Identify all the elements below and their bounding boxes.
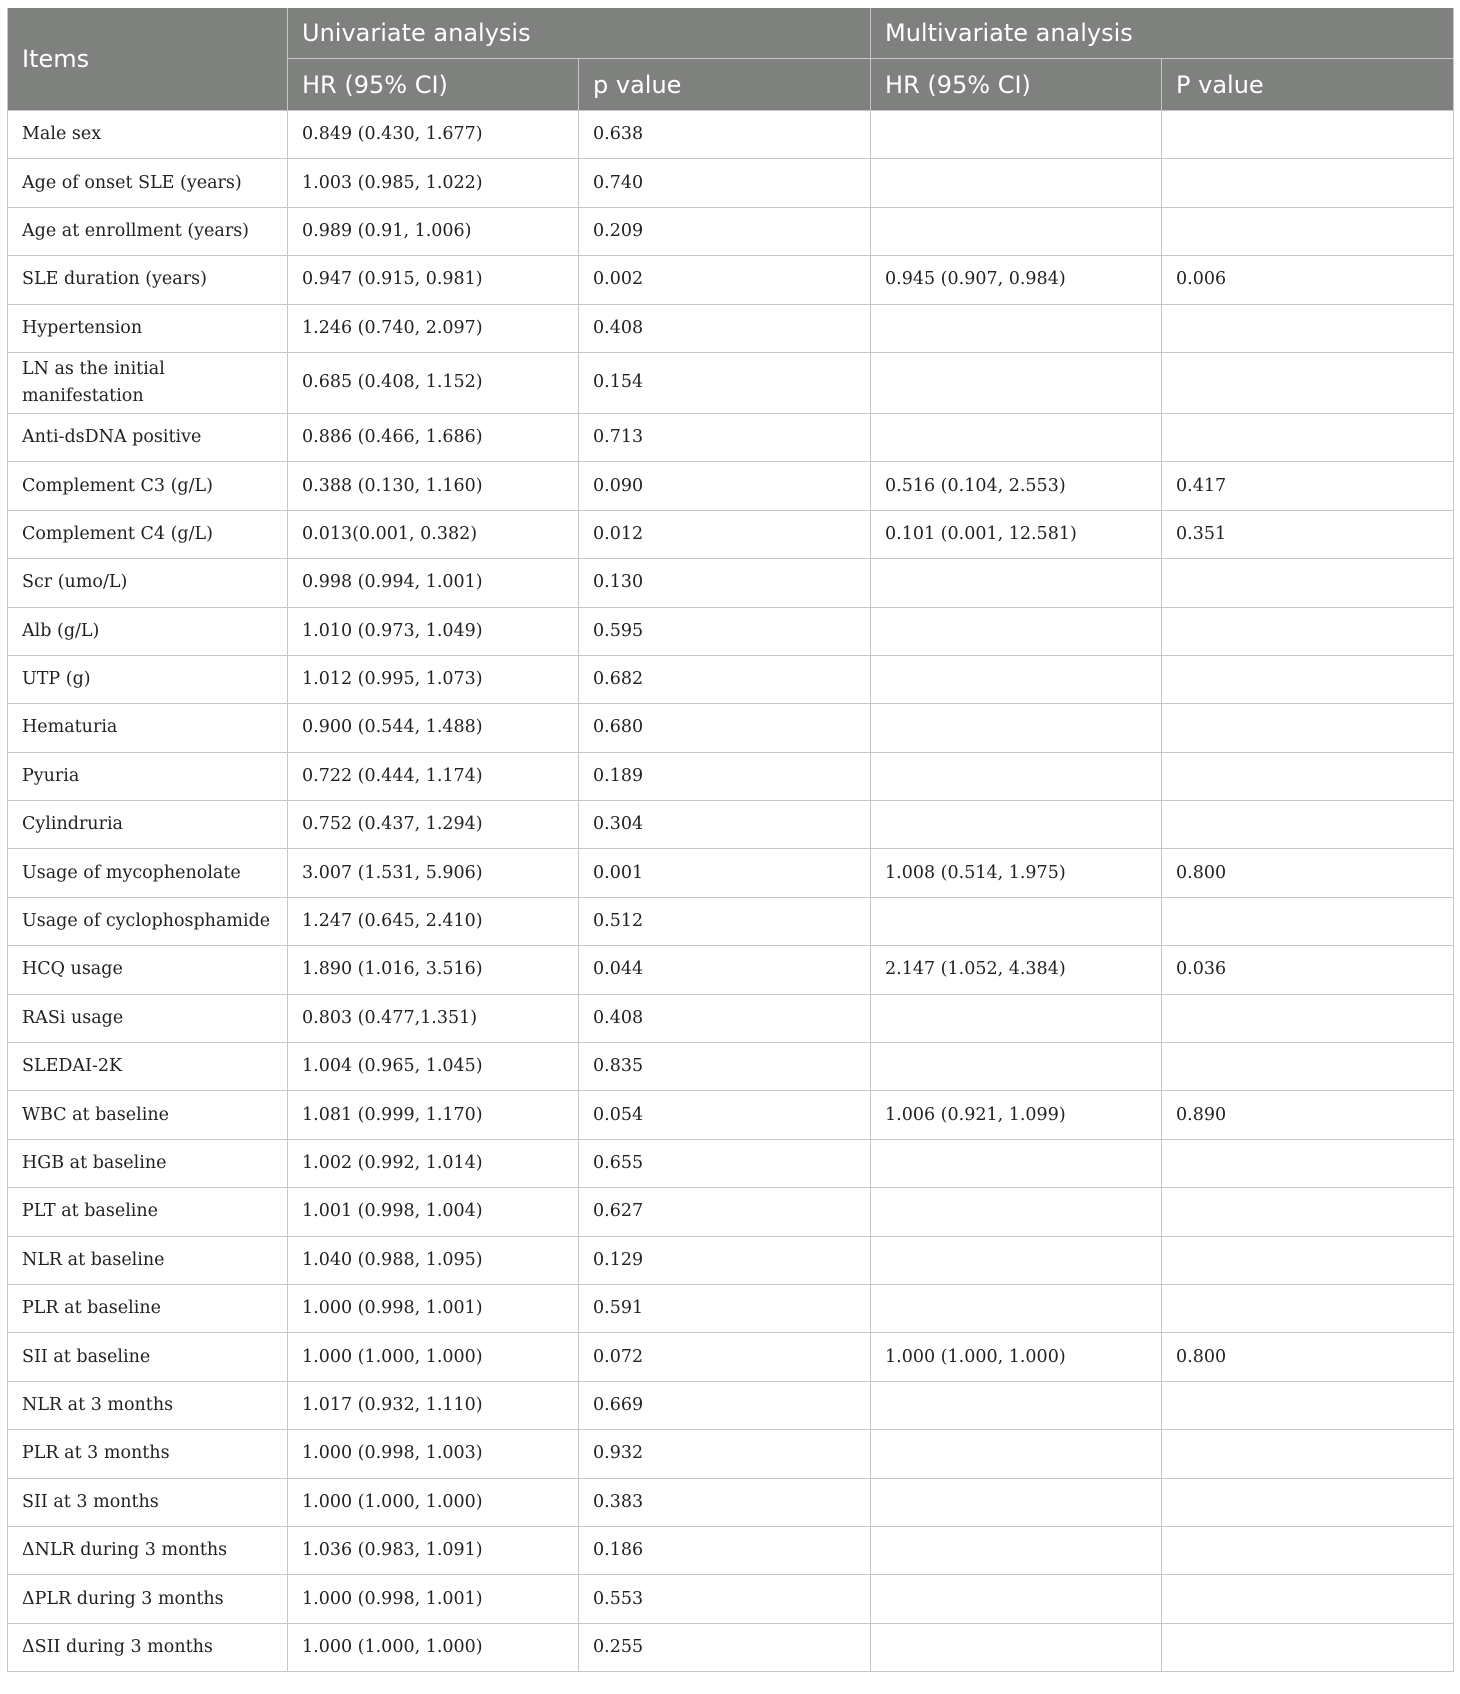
cell-item: LN as the initial manifestation — [8, 352, 288, 413]
cell-multi-p — [1162, 1575, 1454, 1623]
header-items: Items — [8, 8, 288, 111]
cell-uni-hr: 3.007 (1.531, 5.906) — [288, 849, 579, 897]
cell-uni-hr: 1.036 (0.983, 1.091) — [288, 1526, 579, 1574]
cell-multi-hr — [871, 1381, 1162, 1429]
cell-multi-p — [1162, 1430, 1454, 1478]
cell-uni-p: 0.209 — [579, 207, 871, 255]
cell-item: NLR at baseline — [8, 1236, 288, 1284]
cell-multi-p: 0.800 — [1162, 849, 1454, 897]
cell-multi-hr — [871, 413, 1162, 461]
table-row — [8, 111, 1454, 159]
cell-uni-hr: 0.886 (0.466, 1.686) — [288, 413, 579, 461]
cell-uni-p: 0.408 — [579, 994, 871, 1042]
cell-uni-p: 0.669 — [579, 1381, 871, 1429]
cell-uni-hr: 0.849 (0.430, 1.677) — [288, 111, 579, 159]
cell-multi-hr: 0.101 (0.001, 12.581) — [871, 510, 1162, 558]
cell-item: PLT at baseline — [8, 1188, 288, 1236]
cell-multi-p — [1162, 1381, 1454, 1429]
cell-uni-hr: 1.000 (0.998, 1.001) — [288, 1284, 579, 1332]
cell-multi-p — [1162, 1623, 1454, 1671]
cell-item: Complement C4 (g/L) — [8, 510, 288, 558]
cell-uni-p: 0.002 — [579, 256, 871, 304]
cell-item: PLR at 3 months — [8, 1430, 288, 1478]
table-row — [8, 1284, 1454, 1332]
header-uni-hr: HR (95% CI) — [288, 59, 579, 111]
table-row — [8, 897, 1454, 945]
cell-item: NLR at 3 months — [8, 1381, 288, 1429]
cell-multi-p — [1162, 1526, 1454, 1574]
cell-item: WBC at baseline — [8, 1091, 288, 1139]
cell-uni-p: 0.595 — [579, 607, 871, 655]
cell-uni-p: 0.512 — [579, 897, 871, 945]
cell-multi-hr: 1.006 (0.921, 1.099) — [871, 1091, 1162, 1139]
cell-uni-hr: 1.000 (0.998, 1.003) — [288, 1430, 579, 1478]
cell-uni-hr: 0.013(0.001, 0.382) — [288, 510, 579, 558]
table-header — [8, 8, 1454, 111]
cell-uni-hr: 1.017 (0.932, 1.110) — [288, 1381, 579, 1429]
cell-multi-hr — [871, 1139, 1162, 1187]
cell-multi-hr — [871, 655, 1162, 703]
table-row — [8, 1381, 1454, 1429]
cell-uni-hr: 0.752 (0.437, 1.294) — [288, 801, 579, 849]
cell-uni-hr: 1.040 (0.988, 1.095) — [288, 1236, 579, 1284]
cell-multi-hr — [871, 1188, 1162, 1236]
cell-uni-p: 0.383 — [579, 1478, 871, 1526]
cell-multi-hr: 1.008 (0.514, 1.975) — [871, 849, 1162, 897]
cell-item: HCQ usage — [8, 946, 288, 994]
cell-item: ΔPLR during 3 months — [8, 1575, 288, 1623]
cell-multi-hr — [871, 752, 1162, 800]
cell-item: ΔSII during 3 months — [8, 1623, 288, 1671]
cell-multi-p — [1162, 752, 1454, 800]
cell-uni-hr: 1.081 (0.999, 1.170) — [288, 1091, 579, 1139]
cell-multi-hr — [871, 304, 1162, 352]
table-row — [8, 1043, 1454, 1091]
cell-uni-p: 0.591 — [579, 1284, 871, 1332]
cell-uni-hr: 1.890 (1.016, 3.516) — [288, 946, 579, 994]
cell-multi-hr — [871, 111, 1162, 159]
cell-item: SLEDAI-2K — [8, 1043, 288, 1091]
cell-uni-p: 0.304 — [579, 801, 871, 849]
cell-multi-p: 0.890 — [1162, 1091, 1454, 1139]
cell-uni-p: 0.713 — [579, 413, 871, 461]
cell-multi-hr — [871, 1284, 1162, 1332]
table-row — [8, 1091, 1454, 1139]
cell-multi-p — [1162, 413, 1454, 461]
cell-multi-p — [1162, 704, 1454, 752]
cell-multi-hr: 0.516 (0.104, 2.553) — [871, 462, 1162, 510]
cell-item: PLR at baseline — [8, 1284, 288, 1332]
table-row — [8, 352, 1454, 413]
table-row — [8, 462, 1454, 510]
table-row — [8, 1139, 1454, 1187]
table-row — [8, 510, 1454, 558]
table-row — [8, 1526, 1454, 1574]
cell-uni-hr: 1.004 (0.965, 1.045) — [288, 1043, 579, 1091]
cell-multi-hr — [871, 801, 1162, 849]
cell-uni-p: 0.932 — [579, 1430, 871, 1478]
cell-item: RASi usage — [8, 994, 288, 1042]
cell-multi-p — [1162, 897, 1454, 945]
cell-multi-hr — [871, 352, 1162, 413]
table-row — [8, 801, 1454, 849]
cell-multi-hr — [871, 994, 1162, 1042]
cell-uni-hr: 1.003 (0.985, 1.022) — [288, 159, 579, 207]
cell-uni-p: 0.012 — [579, 510, 871, 558]
cell-uni-hr: 1.000 (1.000, 1.000) — [288, 1333, 579, 1381]
cell-uni-p: 0.186 — [579, 1526, 871, 1574]
cell-multi-p: 0.417 — [1162, 462, 1454, 510]
table-row — [8, 655, 1454, 703]
cell-item: Alb (g/L) — [8, 607, 288, 655]
cell-uni-hr: 0.685 (0.408, 1.152) — [288, 352, 579, 413]
table-row — [8, 1623, 1454, 1671]
cell-multi-p — [1162, 655, 1454, 703]
cell-multi-p — [1162, 1478, 1454, 1526]
cell-multi-hr — [871, 1575, 1162, 1623]
cox-regression-table — [7, 8, 1454, 1672]
cell-uni-p: 0.090 — [579, 462, 871, 510]
cell-uni-p: 0.835 — [579, 1043, 871, 1091]
cell-item: SII at baseline — [8, 1333, 288, 1381]
cell-uni-p: 0.655 — [579, 1139, 871, 1187]
cell-uni-hr: 1.001 (0.998, 1.004) — [288, 1188, 579, 1236]
cell-multi-hr — [871, 1043, 1162, 1091]
cell-uni-hr: 1.246 (0.740, 2.097) — [288, 304, 579, 352]
cell-multi-p — [1162, 352, 1454, 413]
cell-item: Pyuria — [8, 752, 288, 800]
cell-item: Male sex — [8, 111, 288, 159]
header-uni-p: p value — [579, 59, 871, 111]
cell-multi-hr — [871, 704, 1162, 752]
cell-multi-hr — [871, 1623, 1162, 1671]
cell-multi-hr: 0.945 (0.907, 0.984) — [871, 256, 1162, 304]
header-multivariate: Multivariate analysis — [871, 8, 1454, 59]
cell-multi-p — [1162, 1139, 1454, 1187]
cell-multi-p: 0.006 — [1162, 256, 1454, 304]
cell-uni-hr: 0.998 (0.994, 1.001) — [288, 559, 579, 607]
cell-uni-hr: 1.000 (1.000, 1.000) — [288, 1623, 579, 1671]
cell-uni-hr: 1.002 (0.992, 1.014) — [288, 1139, 579, 1187]
cell-uni-p: 0.130 — [579, 559, 871, 607]
cell-item: Usage of cyclophosphamide — [8, 897, 288, 945]
cell-uni-p: 0.044 — [579, 946, 871, 994]
table-row — [8, 304, 1454, 352]
cell-uni-p: 0.255 — [579, 1623, 871, 1671]
table-row — [8, 946, 1454, 994]
table-row — [8, 849, 1454, 897]
cell-multi-p — [1162, 1284, 1454, 1332]
table-row — [8, 1575, 1454, 1623]
cell-multi-p — [1162, 304, 1454, 352]
table-row — [8, 1478, 1454, 1526]
cell-multi-p — [1162, 1188, 1454, 1236]
cell-multi-hr: 2.147 (1.052, 4.384) — [871, 946, 1162, 994]
table-body — [8, 111, 1454, 1672]
results-table-container — [7, 8, 1453, 1672]
cell-multi-p — [1162, 607, 1454, 655]
cell-uni-hr: 0.989 (0.91, 1.006) — [288, 207, 579, 255]
cell-multi-p — [1162, 159, 1454, 207]
table-row — [8, 207, 1454, 255]
cell-uni-p: 0.154 — [579, 352, 871, 413]
cell-uni-p: 0.001 — [579, 849, 871, 897]
cell-item: Hematuria — [8, 704, 288, 752]
cell-multi-p — [1162, 801, 1454, 849]
cell-item: Cylindruria — [8, 801, 288, 849]
cell-item: Hypertension — [8, 304, 288, 352]
cell-item: Scr (umo/L) — [8, 559, 288, 607]
cell-multi-hr — [871, 1478, 1162, 1526]
table-row — [8, 704, 1454, 752]
cell-uni-hr: 1.010 (0.973, 1.049) — [288, 607, 579, 655]
cell-item: Anti-dsDNA positive — [8, 413, 288, 461]
cell-uni-hr: 1.012 (0.995, 1.073) — [288, 655, 579, 703]
table-row — [8, 159, 1454, 207]
cell-multi-p: 0.351 — [1162, 510, 1454, 558]
header-multi-p: P value — [1162, 59, 1454, 111]
cell-uni-hr: 0.722 (0.444, 1.174) — [288, 752, 579, 800]
cell-multi-p — [1162, 207, 1454, 255]
table-row — [8, 1333, 1454, 1381]
cell-item: SLE duration (years) — [8, 256, 288, 304]
cell-multi-hr — [871, 1526, 1162, 1574]
cell-item: ΔNLR during 3 months — [8, 1526, 288, 1574]
cell-multi-p — [1162, 111, 1454, 159]
cell-uni-hr: 1.000 (1.000, 1.000) — [288, 1478, 579, 1526]
header-multi-hr: HR (95% CI) — [871, 59, 1162, 111]
table-row — [8, 994, 1454, 1042]
cell-item: UTP (g) — [8, 655, 288, 703]
cell-multi-p — [1162, 1236, 1454, 1284]
cell-uni-p: 0.072 — [579, 1333, 871, 1381]
cell-item: Age at enrollment (years) — [8, 207, 288, 255]
cell-uni-p: 0.129 — [579, 1236, 871, 1284]
header-univariate: Univariate analysis — [288, 8, 871, 59]
cell-multi-hr — [871, 607, 1162, 655]
cell-uni-p: 0.189 — [579, 752, 871, 800]
table-row — [8, 256, 1454, 304]
cell-uni-p: 0.553 — [579, 1575, 871, 1623]
table-row — [8, 607, 1454, 655]
cell-multi-hr — [871, 1236, 1162, 1284]
cell-uni-p: 0.682 — [579, 655, 871, 703]
cell-uni-hr: 0.947 (0.915, 0.981) — [288, 256, 579, 304]
table-row — [8, 1188, 1454, 1236]
cell-multi-p — [1162, 559, 1454, 607]
cell-uni-hr: 1.247 (0.645, 2.410) — [288, 897, 579, 945]
cell-uni-hr: 0.900 (0.544, 1.488) — [288, 704, 579, 752]
cell-item: Age of onset SLE (years) — [8, 159, 288, 207]
cell-item: SII at 3 months — [8, 1478, 288, 1526]
cell-uni-hr: 1.000 (0.998, 1.001) — [288, 1575, 579, 1623]
table-row — [8, 559, 1454, 607]
cell-multi-p: 0.800 — [1162, 1333, 1454, 1381]
cell-multi-hr — [871, 159, 1162, 207]
cell-multi-hr — [871, 559, 1162, 607]
cell-multi-hr: 1.000 (1.000, 1.000) — [871, 1333, 1162, 1381]
table-row — [8, 413, 1454, 461]
cell-item: Complement C3 (g/L) — [8, 462, 288, 510]
cell-uni-p: 0.408 — [579, 304, 871, 352]
cell-multi-hr — [871, 207, 1162, 255]
cell-uni-p: 0.740 — [579, 159, 871, 207]
cell-uni-hr: 0.803 (0.477,1.351) — [288, 994, 579, 1042]
cell-item: HGB at baseline — [8, 1139, 288, 1187]
table-row — [8, 1236, 1454, 1284]
cell-multi-p: 0.036 — [1162, 946, 1454, 994]
cell-multi-hr — [871, 897, 1162, 945]
cell-uni-hr: 0.388 (0.130, 1.160) — [288, 462, 579, 510]
cell-multi-hr — [871, 1430, 1162, 1478]
cell-item: Usage of mycophenolate — [8, 849, 288, 897]
cell-uni-p: 0.638 — [579, 111, 871, 159]
table-row — [8, 1430, 1454, 1478]
cell-uni-p: 0.680 — [579, 704, 871, 752]
cell-multi-p — [1162, 1043, 1454, 1091]
cell-uni-p: 0.627 — [579, 1188, 871, 1236]
cell-multi-p — [1162, 994, 1454, 1042]
table-row — [8, 752, 1454, 800]
cell-uni-p: 0.054 — [579, 1091, 871, 1139]
